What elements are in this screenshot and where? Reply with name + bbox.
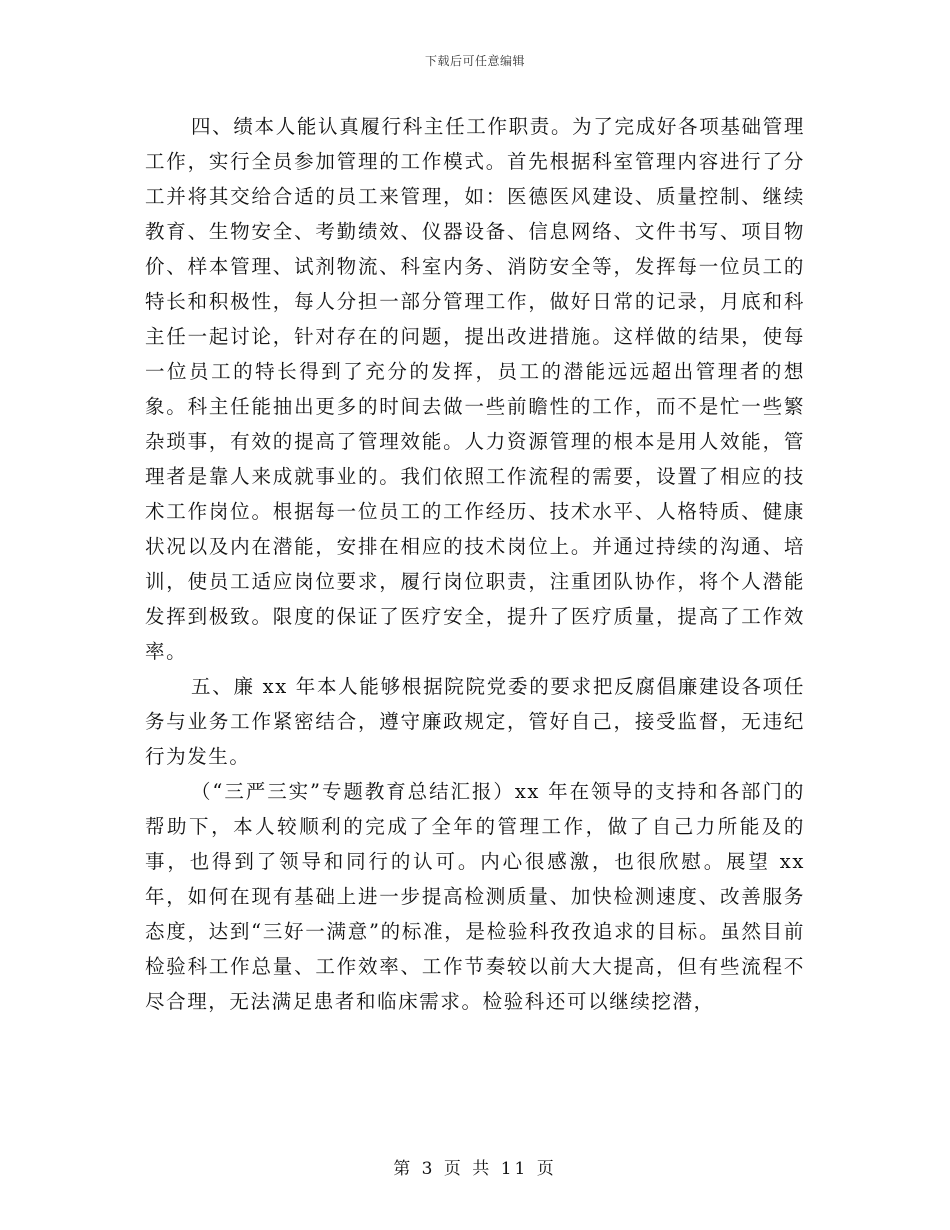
- paragraph-clean-governance: 五、廉 xx 年本人能够根据院院党委的要求把反腐倡廉建设各项任务与业务工作紧密结合，遵守廉政规定，管好自己，接受监督，无违纪行为发生。: [145, 675, 805, 768]
- page-number: 第 3 页 共 11 页: [393, 1159, 557, 1179]
- document-body: [145, 109, 805, 1019]
- page-header: 下载后可任意编辑: [424, 54, 525, 68]
- paragraph-summary-outlook: （“三严三实”专题教育总结汇报）xx 年在领导的支持和各部门的帮助下，本人较顺利的完成了全年的管理工作，做了自己力所能及的事，也得到了领导和同行的认可。内心很感激，也很欣慰。展望 xx 年，如何在现有基础上进一步提高检测质量、加快检测速度、改善服务态度，达到“三好一满意”的标准，是检验科孜孜追求的目标。虽然目前检验科工作总量、工作效率、工作节奏较以前大大提高，但有些流程不尽合理，无法满足患者和临床需求。检验科还可以继续挖潜，: [145, 780, 805, 1013]
- paragraph-integrity-performance: 四、绩本人能认真履行科主任工作职责。为了完成好各项基础管理工作，实行全员参加管理的工作模式。首先根据科室管理内容进行了分工并将其交给合适的员工来管理，如：医德医风建设、质量控制、继续教育、生物安全、考勤绩效、仪器设备、信息网络、文件书写、项目物价、样本管理、试剂物流、科室内务、消防安全等，发挥每一位员工的特长和积极性，每人分担一部分管理工作，做好日常的记录，月底和科主任一起讨论，针对存在的问题，提出改进措施。这样做的结果，使每一位员工的特长得到了充分的发挥，员工的潜能远远超出管理者的想象。科主任能抽出更多的时间去做一些前瞻性的工作，而不是忙一些繁杂琐事，有效的提高了管理效能。人力资源管理的根本是用人效能，管理者是靠人来成就事业的。我们依照工作流程的需要，设置了相应的技术工作岗位。根据每一位员工的工作经历、技术水平、人格特质、健康状况以及内在潜能，安排在相应的技术岗位上。并通过持续的沟通、培训，使员工适应岗位要求，履行岗位职责，注重团队协作，将个人潜能发挥到极致。限度的保证了医疗安全，提升了医疗质量，提高了工作效率。: [145, 115, 805, 663]
